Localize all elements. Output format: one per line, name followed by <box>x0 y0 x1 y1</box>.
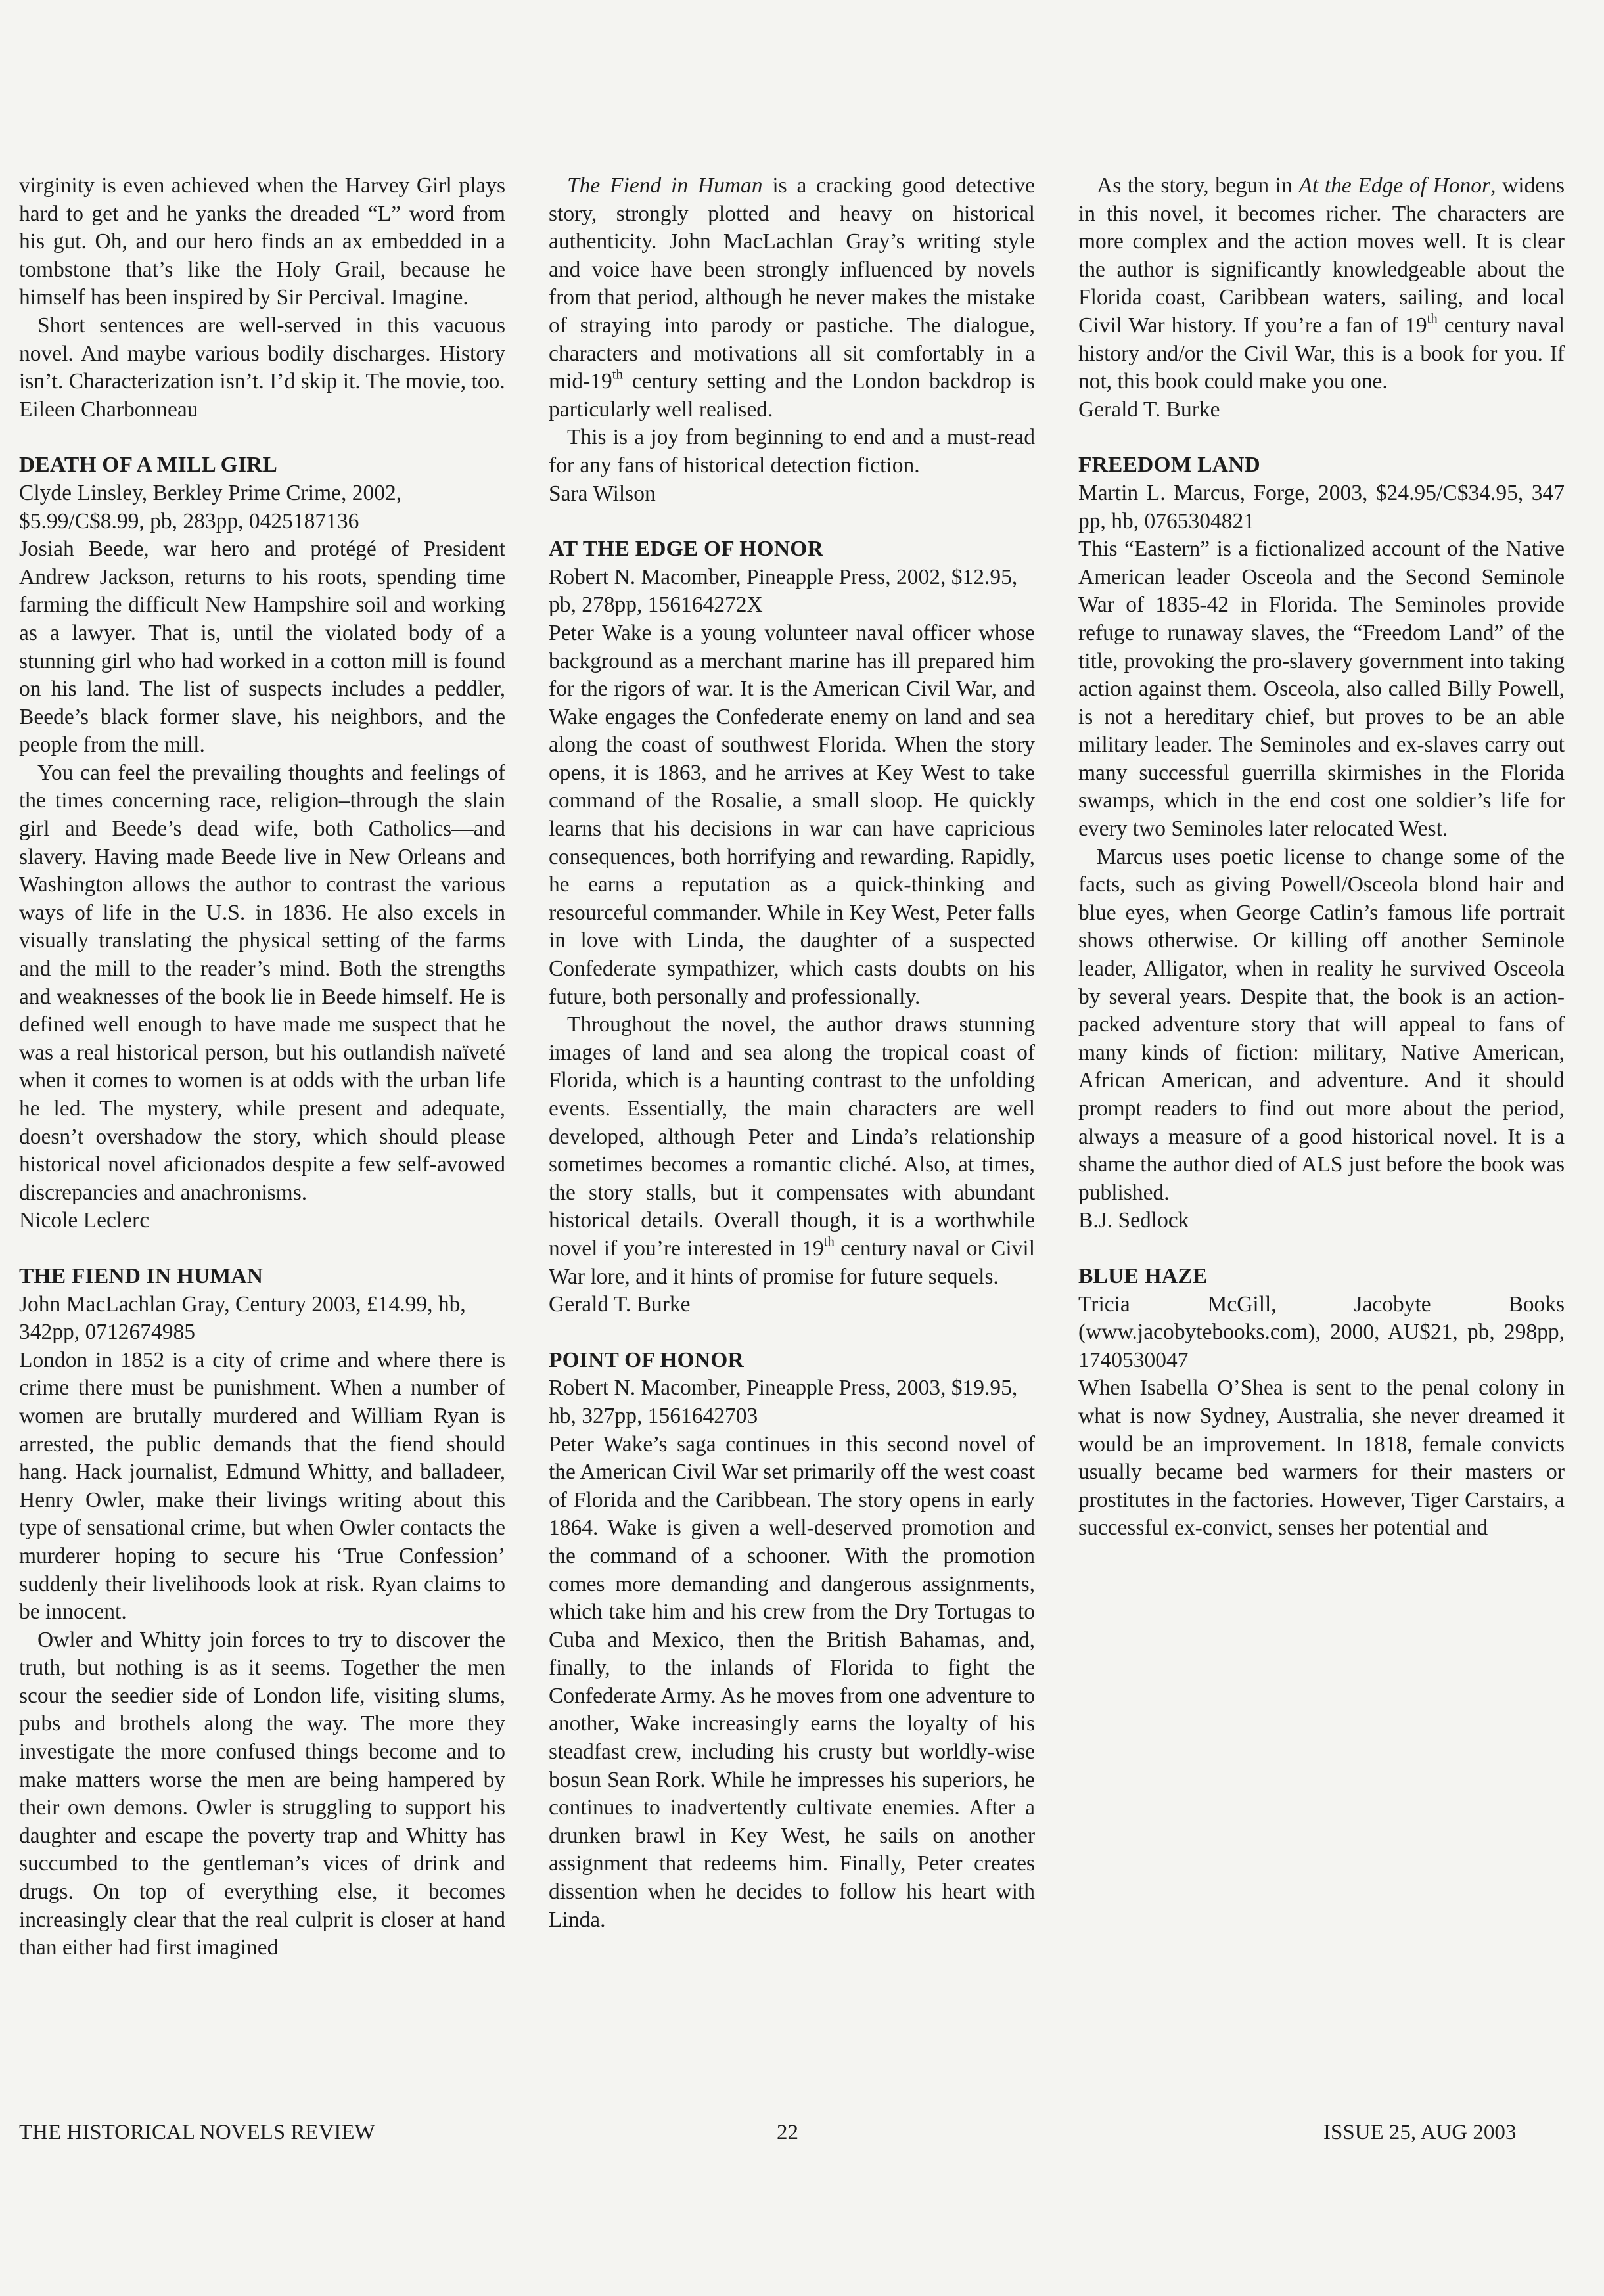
review-title: BLUE HAZE <box>1078 1263 1208 1288</box>
column-right <box>1078 172 1565 1542</box>
review-title: DEATH OF A MILL GIRL <box>19 453 278 478</box>
review-text: Peter Wake is a young volunteer naval officer whose background as a merchant marine has ill prepared him for the rigors of war. It is the American Civil War, and Wake engages the Confederate enemy on land and sea along the coast of southwest Florida. When the story opens, it is 1863, and he arrives at Key West to take command of the Rosalie, a small sloop. He quickly learns that his decisions in war can have capricious consequences, both horrifying and rewarding. Rapidly, he earns a reputation as a quick-thinking and resourceful commander. While in Key West, Peter falls in love with Linda, the daughter of a suspected Confederate sympathizer, which casts doubts on his future, both personally and professionally. <box>549 620 1035 1009</box>
review-text: Marcus uses poetic license to change some of the facts, such as giving Powell/Osceola blond hair and blue eyes, when George Catlin’s famous life portrait shows otherwise. Or killing off another Seminole leader, Alligator, when in reality he survived Osceola by several years. Despite that, the book is an action-packed adventure story that will appeal to fans of many kinds of fiction: military, Native American, African American, and adventure. And it should prompt readers to find out more about the period, always a measure of a good historical novel. It is a shame the author died of ALS just before the book was published. <box>1078 844 1565 1205</box>
review-title: POINT OF HONOR <box>549 1347 744 1372</box>
book-details: Robert N. Macomber, Pineapple Press, 2003, $19.95, hb, 327pp, 1561642703 <box>549 1376 1018 1428</box>
review-text: This is a joy from beginning to end and a must-read for any fans of historical detection fiction. <box>549 425 1035 478</box>
book-title-italic: At the Edge of Honor <box>1298 173 1491 198</box>
column-middle <box>549 172 1035 1934</box>
review-text: This “Eastern” is a fictionalized account of the Native American leader Osceola and the Second Seminole War of 1835-42 in Florida. The Seminoles provide refuge to runaway slaves, the “Freedom Land” of the title, provoking the pro-slavery government into taking action against them. Osceola, also called Billy Powell, is not a hereditary chief, but proves to be an able military leader. The Seminoles and ex-slaves carry out many successful guerrilla skirmishes in the Florida swamps, which in the end cost one soldier’s life for every two Seminoles later relocated West. <box>1078 537 1565 842</box>
book-details: John MacLachlan Gray, Century 2003, £14.99, hb, 342pp, 0712674985 <box>19 1292 466 1345</box>
reviewer-name: Gerald T. Burke <box>549 1292 691 1317</box>
review-title: FREEDOM LAND <box>1078 453 1260 478</box>
book-details: Martin L. Marcus, Forge, 2003, $24.95/C$34.95, 347 pp, hb, 0765304821 <box>1078 480 1565 533</box>
review-text: London in 1852 is a city of crime and where there is crime there must be punishment. When a number of women are brutally murdered and William Ryan is arrested, the public demands that the fiend should hang. Hack journalist, Edmund Whitty, and balladeer, Henry Owler, make their livings writing about this type of sensational crime, but when Owler contacts the murderer hoping to secure his ‘True Confession’ suddenly their livelihoods look at risk. Ryan claims to be innocent. <box>19 1347 505 1625</box>
review-title: THE FIEND IN HUMAN <box>19 1263 264 1288</box>
reviewer-name: Sara Wilson <box>549 481 656 506</box>
review-title: AT THE EDGE OF HONOR <box>549 537 823 562</box>
book-details: Tricia McGill, Jacobyte Books (www.jacobytebooks.com), 2000, AU$21, pb, 298pp, 1740530047 <box>1078 1292 1565 1372</box>
book-title-italic: The Fiend in Human <box>567 173 763 198</box>
review-text: You can feel the prevailing thoughts and feelings of the times concerning race, religion–through the slain girl and Beede’s dead wife, both Catholics—and slavery. Having made Beede live in New Orleans and Washington allows the author to contrast the various ways of life in the U.S. in 1836. He also excels in visually translating the physical setting of the farms and the mill to the reader’s mind. Both the strengths and weaknesses of the book lie in Beede himself. He is defined well enough to have made me suspect that he was a real historical person, but his outlandish naïveté when it comes to women is at odds with the urban life he led. The mystery, while present and adequate, doesn’t overshadow the story, which should please historical novel aficionados despite a few self-avowed discrepancies and anachronisms. <box>19 760 505 1205</box>
review-text: As the story, begun in At the Edge of Honor, widens in this novel, it becomes richer. The characters are more complex and the action moves well. It is clear the author is significantly knowledgeable about the Florida coast, Caribbean waters, sailing, and local Civil War history. If you’re a fan of 19th century naval history and/or the Civil War, this is a book for you. If not, this book could make you one. <box>1078 173 1565 394</box>
review-text: virginity is even achieved when the Harvey Girl plays hard to get and he yanks the dreaded “L” word from his gut. Oh, and our hero finds an ax embedded in a tombstone that’s like the Holy Grail, because he himself has been inspired by Sir Percival. Imagine. <box>19 173 505 310</box>
reviewer-name: Gerald T. Burke <box>1078 397 1220 422</box>
book-details: Robert N. Macomber, Pineapple Press, 2002, $12.95, pb, 278pp, 156164272X <box>549 564 1018 618</box>
review-text: When Isabella O’Shea is sent to the penal colony in what is now Sydney, Australia, she never dreamed it would be an improvement. In 1818, female convicts usually became bed warmers for their masters or prostitutes in the factories. However, Tiger Carstairs, a successful ex-convict, senses her potential and <box>1078 1376 1565 1541</box>
review-text: Throughout the novel, the author draws stunning images of land and sea along the tropical coast of Florida, which is a haunting contrast to the unfolding events. Essentially, the main characters are well developed, although Peter and Linda’s relationship sometimes becomes a romantic cliché. Also, at times, the story stalls, but it compensates with abundant historical details. Overall though, it is a worthwhile novel if you’re interested in 19th century naval or Civil War lore, and it hints of promise for future sequels. <box>549 1012 1035 1289</box>
book-details: Clyde Linsley, Berkley Prime Crime, 2002, $5.99/C$8.99, pb, 283pp, 0425187136 <box>19 480 402 533</box>
review-text: Owler and Whitty join forces to try to discover the truth, but nothing is as it seems. Together the men scour the seedier side of London life, visiting slums, pubs and brothels along the way. The more they investigate the more confused things become and to make matters worse the men are being hampered by their own demons. Owler is struggling to support his daughter and escape the poverty trap and Whitty has succumbed to the gentleman’s vices of drink and drugs. On top of everything else, it becomes increasingly clear that the real culprit is closer at hand than either had first imagined <box>19 1627 505 1960</box>
review-text: Josiah Beede, war hero and protégé of President Andrew Jackson, returns to his roots, spending time farming the difficult New Hampshire soil and working as a lawyer. That is, until the violated body of a stunning girl who had worked in a cotton mill is found on his land. The list of suspects includes a peddler, Beede’s black former slave, his neighbors, and the people from the mill. <box>19 537 505 757</box>
review-text: Short sentences are well-served in this vacuous novel. And maybe various bodily discharges. History isn’t. Characterization isn’t. I’d skip it. The movie, too. <box>19 313 505 394</box>
reviewer-name: B.J. Sedlock <box>1078 1208 1189 1233</box>
page-number: 22 <box>777 2121 798 2144</box>
review-text: Peter Wake’s saga continues in this second novel of the American Civil War set primarily off the west coast of Florida and the Caribbean. The story opens in early 1864. Wake is given a well-deserved promotion and the command of a schooner. With the promotion comes more demanding and dangerous assignments, which take him and his crew from the Dry Tortugas to Cuba and Mexico, then the British Bahamas, and, finally, to the inlands of Florida to fight the Confederate Army. As he moves from one adventure to another, Wake increasingly earns the loyalty of his steadfast crew, including his crusty but worldly-wise bosun Sean Rork. While he impresses his superiors, he continues to inadvertently cultivate enemies. After a drunken brawl in Key West, he sails on another assignment that redeems him. Finally, Peter creates dissention when he decides to follow his heart with Linda. <box>549 1431 1035 1932</box>
column-left <box>19 172 505 1962</box>
page-footer <box>19 2118 1530 2147</box>
reviewer-name: Eileen Charbonneau <box>19 397 198 422</box>
issue-label: ISSUE 25, AUG 2003 <box>1323 2121 1517 2144</box>
review-text: The Fiend in Human is a cracking good detective story, strongly plotted and heavy on historical authenticity. John MacLachlan Gray’s writing style and voice have been strongly influenced by novels from that period, although he never makes the mistake of straying into parody or pastiche. The dialogue, characters and motivations all sit comfortably in a mid-19th century setting and the London backdrop is particularly well realised. <box>549 173 1035 422</box>
reviewer-name: Nicole Leclerc <box>19 1208 150 1233</box>
journal-name: THE HISTORICAL NOVELS REVIEW <box>19 2121 375 2144</box>
